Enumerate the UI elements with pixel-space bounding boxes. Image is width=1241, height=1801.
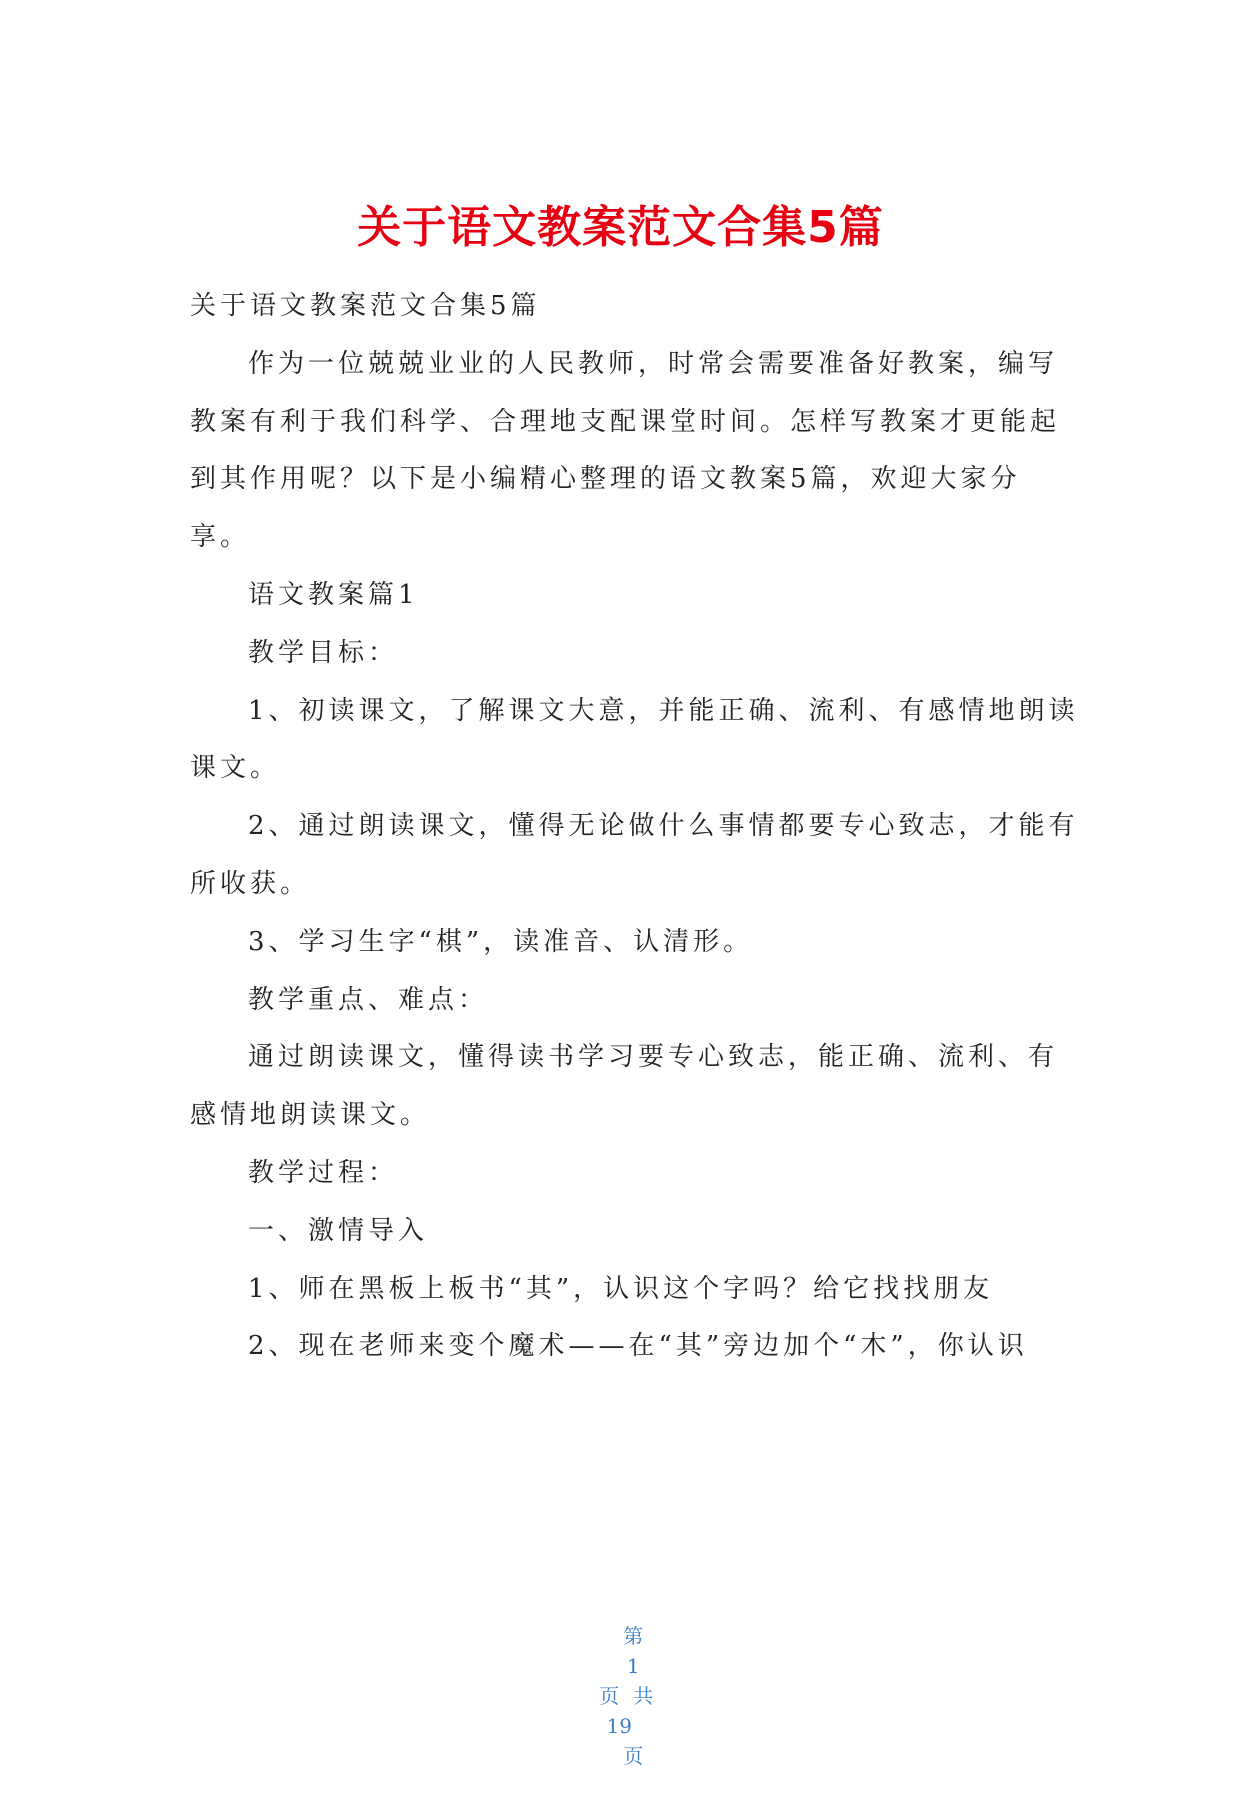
footer-current-page: 1 [626,1654,640,1678]
paragraph-line: 教案有利于我们科学、合理地支配课堂时间。怎样写教案才更能起 [190,406,1061,437]
footer-total-pages: 19 [606,1714,632,1738]
footer-middle: 页共 [599,1684,668,1708]
paragraph-line: 教学过程： [248,1158,399,1188]
paragraph-line: 课文。 [190,753,281,784]
paragraph-line: 教学重点、难点： [248,984,489,1015]
paragraph-line: 所收获。 [190,869,311,899]
paragraph-line: 作为一位兢兢业业的人民教师，时常会需要准备好教案，编写 [248,348,1059,379]
paragraph-line: 到其作用呢？以下是小编精心整理的语文教案5篇，欢迎大家分 [190,464,1021,495]
paragraph-line: 语文教案篇1 [248,580,419,610]
footer-suffix: 页 [623,1744,644,1768]
paragraph-line: 一、激情导入 [248,1215,429,1246]
page-footer [0,1591,1241,1801]
paragraph-line: 1、初读课文，了解课文大意，并能正确、流利、有感情地朗读 [248,695,1079,726]
paragraph-line: 1、师在黑板上板书“其”，认识这个字吗？给它找找朋友 [248,1273,994,1304]
paragraph-line: 感情地朗读课文。 [190,1100,431,1131]
paragraph-line: 享。 [190,522,251,553]
paragraph-line: 通过朗读课文，懂得读书学习要专心致志，能正确、流利、有 [248,1042,1059,1073]
paragraph-line: 关于语文教案范文合集5篇 [190,291,541,321]
paragraph-line: 3、学习生字“棋”，读准音、认清形。 [248,926,754,957]
paragraph-line: 2、现在老师来变个魔术——在“其”旁边加个“木”，你认识 [248,1331,1028,1362]
paragraph-line: 2、通过朗读课文，懂得无论做什么事情都要专心致志，才能有 [248,811,1079,842]
paragraph-line: 教学目标： [248,637,399,668]
footer-prefix: 第 [623,1624,644,1648]
document-title: 关于语文教案范文合集5篇 [357,202,884,253]
